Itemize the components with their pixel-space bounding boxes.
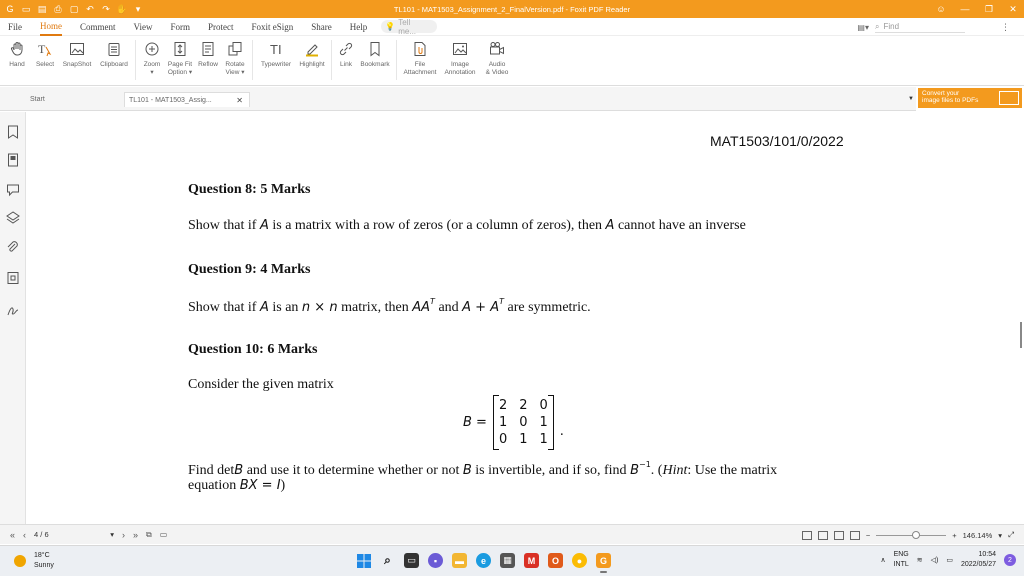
typewriter-button[interactable]: TI Typewriter	[261, 42, 291, 68]
taskbar-apps	[356, 553, 611, 568]
next-page-icon[interactable]: ›	[122, 529, 126, 540]
zoom-in-icon[interactable]: +	[952, 530, 957, 540]
zoom-out-icon[interactable]: −	[865, 530, 871, 540]
more-options-icon[interactable]: ⋮	[1001, 21, 1010, 32]
edge-browser-icon[interactable]: e	[476, 553, 491, 568]
highlight-icon	[303, 40, 321, 58]
matrix-brackets	[493, 395, 554, 450]
continuous-view-icon[interactable]	[818, 531, 828, 540]
mail-icon[interactable]: M	[524, 553, 539, 568]
select-text-icon	[36, 40, 54, 58]
account-icon[interactable]: ☺	[936, 4, 946, 14]
page-dropdown-icon[interactable]: ▾	[110, 530, 115, 539]
svg-text:T: T	[38, 42, 46, 56]
facing-view-icon[interactable]	[834, 531, 844, 540]
image-annotation-button[interactable]: Image Annotation	[440, 36, 480, 84]
typewriter-icon	[267, 40, 285, 58]
bookmark-button[interactable]: Bookmark	[357, 36, 393, 84]
page-fit-icon	[171, 40, 189, 58]
menu-view[interactable]: View	[133, 21, 153, 32]
ribbon-separator	[331, 40, 332, 80]
matrix-b	[463, 394, 564, 450]
ad-line-2: image files to PDFs	[922, 97, 979, 104]
bookmark-icon	[366, 40, 384, 58]
zoom-slider-knob[interactable]	[912, 531, 920, 539]
undo-icon[interactable]: ↶	[86, 3, 94, 14]
page-fit-button[interactable]: Page Fit Option ▾	[165, 36, 195, 84]
ribbon-separator	[396, 40, 397, 80]
highlight-button[interactable]: Highlight	[296, 36, 328, 84]
tab-document[interactable]	[124, 92, 250, 107]
zoom-button[interactable]: Zoom ▾	[139, 36, 165, 84]
extract-page-icon[interactable]: ▭	[159, 530, 168, 539]
question-10-find-line-2: equation BX = I)	[188, 478, 286, 493]
menu-bar-right	[857, 18, 1010, 36]
document-view[interactable]	[27, 112, 1024, 524]
store-icon[interactable]: ▦	[500, 553, 515, 568]
temperature: 18°C	[34, 552, 50, 559]
app-logo-icon: G	[6, 4, 14, 14]
menu-home[interactable]: Home	[40, 18, 62, 36]
tab-start[interactable]: Start	[30, 96, 45, 103]
audio-video-button[interactable]: Audio & Video	[480, 36, 514, 84]
rotate-view-button[interactable]: Rotate View ▾	[221, 36, 249, 84]
zoom-level[interactable]: 146.14%	[962, 530, 993, 540]
document-code-header: MAT1503/101/0/2022	[710, 133, 844, 149]
menu-protect[interactable]: Protect	[208, 21, 234, 32]
ribbon-separator	[252, 40, 253, 80]
foxit-reader-icon[interactable]: G	[596, 553, 611, 568]
zoom-controls	[802, 525, 1014, 545]
chat-icon[interactable]: ▪	[428, 553, 443, 568]
new-icon[interactable]: ▢	[69, 3, 79, 14]
show-hidden-icons-icon[interactable]: ∧	[880, 557, 886, 564]
file-attachment-button[interactable]: File Attachment	[400, 36, 440, 84]
matrix-row: 1 0 1	[498, 414, 548, 430]
clipboard-button[interactable]: Clipboard	[96, 36, 132, 84]
attachments-panel-icon[interactable]	[5, 240, 21, 256]
ribbon-toolbar	[0, 36, 1024, 86]
system-tray	[880, 550, 1016, 570]
single-page-view-icon[interactable]	[802, 531, 812, 540]
wifi-icon[interactable]: ≋	[916, 557, 923, 564]
tab-document-label: TL101 - MAT1503_Assig...	[129, 96, 212, 104]
volume-icon[interactable]: ◁)	[930, 557, 939, 564]
battery-icon[interactable]: ▭	[946, 557, 953, 564]
rotate-icon	[226, 40, 244, 58]
search-icon: ⌕	[875, 21, 880, 31]
time: 10:54	[978, 551, 996, 558]
weather-widget[interactable]	[14, 551, 54, 571]
title-bar	[0, 0, 1024, 18]
save-icon[interactable]: ▤	[37, 3, 47, 14]
search-taskbar-icon[interactable]: ⌕	[384, 553, 391, 567]
date: 2022/05/27	[960, 561, 996, 568]
matrix-row: 2 2 0	[498, 397, 548, 413]
layout-switch-icon[interactable]: ▤▾	[857, 22, 869, 32]
first-page-icon[interactable]: «	[10, 529, 16, 540]
question-8-title: Question 8: 5 Marks	[188, 182, 311, 197]
print-icon[interactable]: ⎙	[54, 3, 62, 14]
notification-badge[interactable]: 2	[1004, 554, 1016, 566]
redo-icon[interactable]: ↷	[102, 3, 110, 14]
convert-images-ad-banner[interactable]	[918, 88, 1022, 108]
zoom-slider[interactable]	[876, 535, 946, 536]
menu-foxit-esign[interactable]: Foxit eSign	[251, 21, 294, 32]
clock[interactable]	[961, 550, 996, 570]
matrix-lhs: B =	[463, 414, 487, 430]
page-number-box[interactable]	[34, 530, 114, 539]
zoom-dropdown-icon[interactable]: ▾	[998, 530, 1002, 540]
question-10-intro: Consider the given matrix	[188, 377, 334, 392]
menu-bar	[0, 18, 1024, 36]
vertical-scrollbar-thumb[interactable]	[1020, 322, 1022, 348]
minimize-icon[interactable]: —	[960, 4, 970, 14]
snapshot-icon	[68, 40, 86, 58]
signature-panel-icon[interactable]	[5, 302, 21, 318]
hand-icon	[8, 40, 26, 58]
navigation-panel	[0, 112, 26, 524]
sun-icon	[14, 555, 26, 567]
ribbon-separator	[135, 40, 136, 80]
last-page-icon[interactable]: »	[133, 529, 139, 540]
layers-panel-icon[interactable]	[5, 210, 21, 226]
image-annotation-icon	[451, 40, 469, 58]
menu-help[interactable]: Help	[349, 21, 368, 32]
reflow-icon	[199, 40, 217, 58]
tab-close-icon[interactable]: ✕	[236, 95, 243, 105]
image-to-pdf-icon	[999, 91, 1019, 105]
pages-panel-icon[interactable]	[5, 152, 21, 168]
snapshot-button[interactable]: SnapShot	[58, 36, 96, 84]
menu-file[interactable]: File	[8, 21, 23, 32]
open-icon[interactable]: ▭	[21, 3, 31, 14]
menu-share[interactable]: Share	[311, 21, 332, 32]
audio-video-icon	[488, 40, 506, 58]
link-button[interactable]: Link	[335, 36, 357, 84]
weather-text	[34, 551, 54, 571]
language-indicator[interactable]: ENG INTL	[893, 551, 909, 568]
question-10-title: Question 10: 6 Marks	[188, 342, 318, 357]
weather-condition: Sunny	[34, 562, 54, 569]
select-button[interactable]: T Select	[35, 42, 55, 68]
question-9-title: Question 9: 4 Marks	[188, 262, 311, 277]
page-navigation	[0, 530, 167, 540]
link-icon	[337, 40, 355, 58]
close-icon[interactable]: ✕	[1009, 3, 1017, 14]
comments-panel-icon[interactable]	[5, 182, 21, 198]
hand-button[interactable]: Hand	[2, 36, 32, 84]
fullscreen-icon[interactable]: ⤢	[1008, 530, 1014, 539]
svg-text:TI: TI	[270, 42, 282, 57]
chrome-icon[interactable]: ●	[572, 553, 587, 568]
matrix-row: 0 1 1	[498, 431, 548, 447]
tab-list-dropdown-icon[interactable]: ▼	[908, 96, 914, 102]
window-controls	[934, 0, 1020, 18]
page-indicator: 4 / 6	[34, 530, 49, 539]
find-placeholder: Find	[883, 22, 900, 31]
customize-dropdown-icon[interactable]: ▾	[135, 3, 141, 14]
reflow-button[interactable]: Reflow	[195, 36, 221, 84]
file-explorer-icon[interactable]: ▬	[452, 553, 467, 568]
question-10-find-line-1: Find detB and use it to determine whether or not B is invertible, and if so, find $B^{-1}$. (Hint: Use the matrix	[188, 460, 778, 478]
windows-taskbar	[0, 545, 1024, 576]
office-icon[interactable]: O	[548, 553, 563, 568]
previous-page-icon[interactable]: ‹	[23, 529, 27, 540]
question-8-body: Show that if A is a matrix with a row of zeros (or a column of zeros), then A cannot have an inverse	[188, 218, 746, 233]
task-view-icon[interactable]: ▭	[404, 553, 419, 568]
menu-comment[interactable]: Comment	[80, 21, 116, 32]
continuous-facing-view-icon[interactable]	[850, 531, 860, 540]
find-input[interactable]	[875, 21, 965, 33]
document-tab-strip	[0, 87, 916, 111]
menu-form[interactable]: Form	[170, 21, 190, 32]
window-title: TL101 - MAT1503_Assignment_2_FinalVersion.pdf - Foxit PDF Reader	[393, 4, 631, 14]
hand-tool-icon[interactable]: ✋	[116, 3, 128, 14]
tell-me-placeholder: Tell me...	[398, 17, 417, 36]
file-attachment-icon	[411, 40, 429, 58]
lightbulb-icon: 💡	[385, 22, 396, 31]
quick-access-toolbar	[0, 4, 144, 15]
security-panel-icon[interactable]	[5, 270, 21, 286]
bookmark-panel-icon[interactable]	[5, 124, 21, 140]
clipboard-icon	[105, 40, 123, 58]
restore-icon[interactable]: ❐	[984, 3, 994, 14]
status-bar	[0, 524, 1024, 544]
copy-page-icon[interactable]: ⧉	[146, 529, 152, 539]
tell-me-box[interactable]	[381, 17, 437, 36]
question-9-body: Show that if A is an n × n matrix, then $AA^T$ and $A + A^T$ are symmetric.	[188, 297, 591, 315]
windows-start-icon[interactable]	[356, 553, 371, 568]
zoom-icon	[143, 40, 161, 58]
ad-line-1: Convert your	[922, 90, 960, 97]
matrix-period: .	[559, 423, 564, 439]
